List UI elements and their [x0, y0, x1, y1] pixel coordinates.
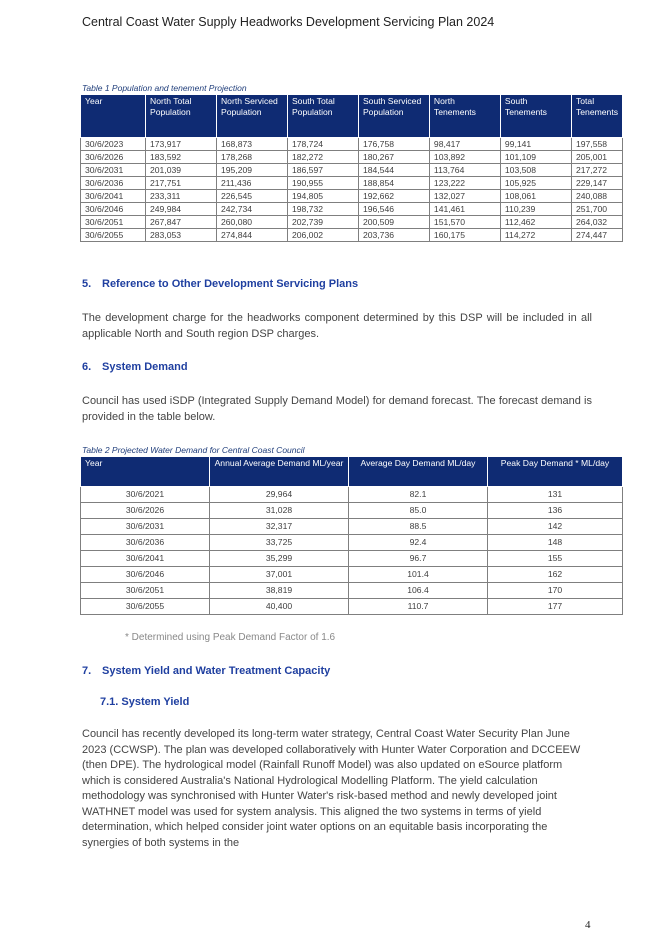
- section-title: System Demand: [102, 361, 188, 373]
- col-south-tenements: South Tenements: [500, 95, 571, 138]
- value-cell: 162: [488, 567, 623, 583]
- value-cell: 110.7: [349, 599, 488, 615]
- year-cell: 30/6/2055: [81, 229, 146, 242]
- table-row: [81, 551, 623, 567]
- table1-caption: Table 1 Population and tenement Projection: [82, 83, 247, 93]
- table-row: [81, 229, 623, 242]
- year-cell: 30/6/2021: [81, 487, 210, 503]
- table-row: [81, 177, 623, 190]
- value-cell: 188,854: [358, 177, 429, 190]
- table2-footnote: * Determined using Peak Demand Factor of 1.6: [125, 632, 336, 643]
- value-cell: 38,819: [210, 583, 349, 599]
- year-cell: 30/6/2041: [81, 551, 210, 567]
- value-cell: 31,028: [210, 503, 349, 519]
- table-row: [81, 535, 623, 551]
- value-cell: 249,984: [145, 203, 216, 216]
- value-cell: 197,558: [571, 138, 622, 151]
- value-cell: 242,734: [216, 203, 287, 216]
- value-cell: 190,955: [287, 177, 358, 190]
- table-row: [81, 190, 623, 203]
- year-cell: 30/6/2031: [81, 164, 146, 177]
- table-row: [81, 599, 623, 615]
- value-cell: 88.5: [349, 519, 488, 535]
- table-row: [81, 583, 623, 599]
- subsection-number: 7.1.: [100, 696, 119, 708]
- value-cell: 267,847: [145, 216, 216, 229]
- table-header-row: [81, 457, 623, 487]
- value-cell: 195,209: [216, 164, 287, 177]
- value-cell: 92.4: [349, 535, 488, 551]
- table-row: [81, 519, 623, 535]
- year-cell: 30/6/2023: [81, 138, 146, 151]
- table-row: [81, 151, 623, 164]
- value-cell: 98,417: [429, 138, 500, 151]
- value-cell: 160,175: [429, 229, 500, 242]
- demand-table: [80, 456, 623, 615]
- section-title: System Yield and Water Treatment Capacity: [102, 665, 331, 677]
- table-row: [81, 138, 623, 151]
- value-cell: 101,109: [500, 151, 571, 164]
- year-cell: 30/6/2055: [81, 599, 210, 615]
- value-cell: 103,892: [429, 151, 500, 164]
- col-south-total: South Total Population: [287, 95, 358, 138]
- value-cell: 82.1: [349, 487, 488, 503]
- col-north-serviced: North Serviced Population: [216, 95, 287, 138]
- value-cell: 105,925: [500, 177, 571, 190]
- year-cell: 30/6/2051: [81, 583, 210, 599]
- value-cell: 123,222: [429, 177, 500, 190]
- value-cell: 142: [488, 519, 623, 535]
- section-7-1-body: Council has recently developed its long-term water strategy, Central Coast Water Security Plan June 2023 (CCWSP). The plan was developed collaboratively with Hunter Water Corporation and DCCEEW (then DPE). The hydrological model (Rainfall Runoff Model) was also updated on eSource platform which is considered Australia's National Hydrological Modelling Platform. The yield calculation methodology was synchronised with Hunter Water's risk-based method and newly developed joint WATHNET model was used for system analysis. This aligned the two systems in terms of yield determination, which helped consider joint water options on an equitable basis incorporating the synergies of both systems in the: [82, 728, 581, 849]
- table-row: [81, 503, 623, 519]
- value-cell: 203,736: [358, 229, 429, 242]
- value-cell: 106.4: [349, 583, 488, 599]
- value-cell: 183,592: [145, 151, 216, 164]
- value-cell: 113,764: [429, 164, 500, 177]
- value-cell: 37,001: [210, 567, 349, 583]
- value-cell: 260,080: [216, 216, 287, 229]
- value-cell: 103,508: [500, 164, 571, 177]
- year-cell: 30/6/2036: [81, 177, 146, 190]
- value-cell: 110,239: [500, 203, 571, 216]
- year-cell: 30/6/2041: [81, 190, 146, 203]
- value-cell: 198,732: [287, 203, 358, 216]
- value-cell: 108,061: [500, 190, 571, 203]
- subsection-title: System Yield: [121, 696, 190, 708]
- col-year: Year: [81, 457, 210, 487]
- value-cell: 178,268: [216, 151, 287, 164]
- col-north-tenements: North Tenements: [429, 95, 500, 138]
- value-cell: 155: [488, 551, 623, 567]
- value-cell: 32,317: [210, 519, 349, 535]
- value-cell: 202,739: [287, 216, 358, 229]
- value-cell: 217,272: [571, 164, 622, 177]
- table-header-row: [81, 95, 623, 138]
- section-title: Reference to Other Development Servicing Plans: [102, 278, 359, 290]
- table-row: [81, 164, 623, 177]
- value-cell: 33,725: [210, 535, 349, 551]
- section-6-heading: [82, 361, 188, 373]
- value-cell: 196,546: [358, 203, 429, 216]
- value-cell: 151,570: [429, 216, 500, 229]
- year-cell: 30/6/2031: [81, 519, 210, 535]
- col-north-total: North Total Population: [145, 95, 216, 138]
- value-cell: 200,509: [358, 216, 429, 229]
- value-cell: 274,447: [571, 229, 622, 242]
- value-cell: 229,147: [571, 177, 622, 190]
- table-row: [81, 567, 623, 583]
- population-table: [80, 94, 623, 242]
- value-cell: 112,462: [500, 216, 571, 229]
- value-cell: 101.4: [349, 567, 488, 583]
- value-cell: 184,544: [358, 164, 429, 177]
- value-cell: 194,805: [287, 190, 358, 203]
- value-cell: 226,545: [216, 190, 287, 203]
- value-cell: 251,700: [571, 203, 622, 216]
- page-header: Central Coast Water Supply Headworks Development Servicing Plan 2024: [82, 15, 495, 29]
- section-5-heading: [82, 278, 358, 290]
- section-7-heading: [82, 665, 330, 677]
- value-cell: 240,088: [571, 190, 622, 203]
- section-6-body: Council has used iSDP (Integrated Supply Demand Model) for demand forecast. The forecast demand is provided in the table below.: [82, 395, 592, 423]
- col-south-serviced: South Serviced Population: [358, 95, 429, 138]
- table-row: [81, 487, 623, 503]
- value-cell: 141,461: [429, 203, 500, 216]
- year-cell: 30/6/2051: [81, 216, 146, 229]
- value-cell: 206,002: [287, 229, 358, 242]
- value-cell: 186,597: [287, 164, 358, 177]
- value-cell: 192,662: [358, 190, 429, 203]
- section-5-body: The development charge for the headworks component determined by this DSP will be included in all applicable North and South region DSP charges.: [82, 312, 592, 340]
- year-cell: 30/6/2036: [81, 535, 210, 551]
- section-number: 5.: [82, 278, 92, 290]
- value-cell: 274,844: [216, 229, 287, 242]
- year-cell: 30/6/2046: [81, 567, 210, 583]
- section-7-1-heading: [100, 696, 189, 708]
- value-cell: 114,272: [500, 229, 571, 242]
- value-cell: 168,873: [216, 138, 287, 151]
- value-cell: 180,267: [358, 151, 429, 164]
- section-number: 7.: [82, 665, 92, 677]
- value-cell: 40,400: [210, 599, 349, 615]
- value-cell: 233,311: [145, 190, 216, 203]
- value-cell: 176,758: [358, 138, 429, 151]
- value-cell: 29,964: [210, 487, 349, 503]
- value-cell: 148: [488, 535, 623, 551]
- value-cell: 283,053: [145, 229, 216, 242]
- value-cell: 182,272: [287, 151, 358, 164]
- value-cell: 85.0: [349, 503, 488, 519]
- value-cell: 264,032: [571, 216, 622, 229]
- col-annual-demand: Annual Average Demand ML/year: [210, 457, 349, 487]
- value-cell: 201,039: [145, 164, 216, 177]
- section-number: 6.: [82, 361, 92, 373]
- page-number: 4: [585, 919, 591, 931]
- value-cell: 173,917: [145, 138, 216, 151]
- value-cell: 99,141: [500, 138, 571, 151]
- value-cell: 136: [488, 503, 623, 519]
- table-row: [81, 216, 623, 229]
- value-cell: 178,724: [287, 138, 358, 151]
- value-cell: 35,299: [210, 551, 349, 567]
- value-cell: 177: [488, 599, 623, 615]
- col-peak-day-demand: Peak Day Demand * ML/day: [488, 457, 623, 487]
- table2-caption: Table 2 Projected Water Demand for Central Coast Council: [82, 445, 305, 455]
- year-cell: 30/6/2026: [81, 151, 146, 164]
- year-cell: 30/6/2046: [81, 203, 146, 216]
- value-cell: 132,027: [429, 190, 500, 203]
- col-total-tenements: Total Tenements: [571, 95, 622, 138]
- value-cell: 205,001: [571, 151, 622, 164]
- value-cell: 211,436: [216, 177, 287, 190]
- col-year: Year: [81, 95, 146, 138]
- table-row: [81, 203, 623, 216]
- value-cell: 217,751: [145, 177, 216, 190]
- col-average-day-demand: Average Day Demand ML/day: [349, 457, 488, 487]
- year-cell: 30/6/2026: [81, 503, 210, 519]
- value-cell: 170: [488, 583, 623, 599]
- value-cell: 96.7: [349, 551, 488, 567]
- value-cell: 131: [488, 487, 623, 503]
